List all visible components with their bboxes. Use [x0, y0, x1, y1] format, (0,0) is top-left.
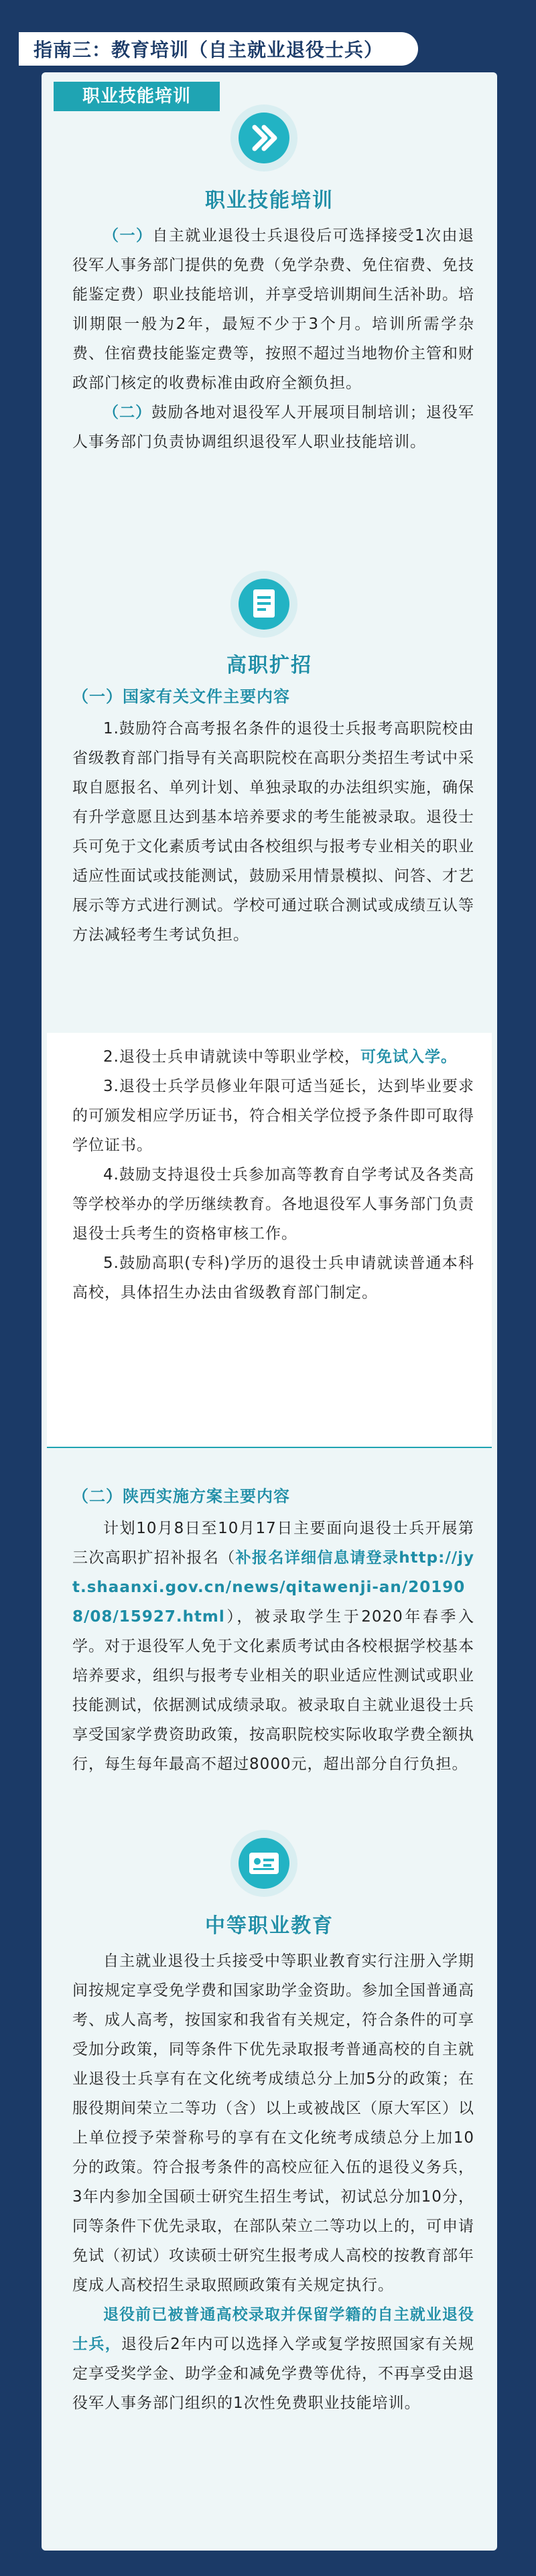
expansion-item1	[72, 714, 474, 950]
shaanxi-text	[72, 1514, 474, 1779]
id-card-icon	[226, 1826, 302, 1901]
secondary-p2-highlight: 退役前已被普通高校录取并保留学籍的自主就业退役士兵，	[72, 2306, 474, 2353]
expansion-title: 高职扩招	[226, 654, 312, 677]
secondary-title: 中等职业教育	[205, 1914, 334, 1938]
section-tag: 职业技能培训	[54, 82, 220, 111]
expansion-items	[72, 1042, 474, 1307]
shaanxi-text-a: 计划10月8日至10月17日主要面向退役士兵开展第三次高职扩招补报名（	[72, 1520, 474, 1567]
expansion-sub2: （二）陕西实施方案主要内容	[72, 1487, 290, 1506]
secondary-text	[72, 1946, 474, 2418]
content-card	[42, 72, 497, 2551]
shaanxi-link[interactable]: 补报名详细信息请登录http://jyt.shaanxi.gov.cn/news/qitawenji-an/201908/08/15927.html	[72, 1549, 475, 1626]
secondary-p1: 自主就业退役士兵接受中等职业教育实行注册入学期间按规定享受免学费和国家助学金资助。参加全国普通高考、成人高考，按国家和我省有关规定，符合条件的可享受加分政策，同等条件下优先录取报考普通高校的自主就业退役士兵享有在文化统考成绩总分上加5分的政策；在服役期间荣立二等功（含）以上或被战区（原大军区）以上单位授予荣誉称号的享有在文化统考成绩总分上加10分的政策。符合报考条件的高校应征入伍的退役义务兵，3年内参加全国硕士研究生招生考试，初试总分加10分，同等条件下优先录取，在部队荣立二等功以上的，可申请免试（初试）攻读硕士研究生报考成人高校的按教育部年度成人高校招生录取照顾政策有关规定执行。	[72, 1952, 474, 2294]
vocational-p2-text: 鼓励各地对退役军人开展项目制培训；退役军人事务部门负责协调组织退役军人职业技能培训。	[72, 404, 475, 451]
vocational-text	[72, 221, 474, 457]
document-icon	[226, 567, 302, 642]
expansion-item2-a: 2.退役士兵申请就读中等职业学校，	[103, 1048, 360, 1066]
guide-header	[19, 32, 418, 66]
vocational-p1-label: （一）	[103, 227, 153, 244]
vocational-p1-text: 自主就业退役士兵退役后可选择接受1次由退役军人事务部门提供的免费（免学杂费、免住宿费、免技能鉴定费）职业技能培训，并享受培训期间生活补助。培训期限一般为2年，最短不少于3个月。培训所需学杂费、住宿费技能鉴定费等，按照不超过当地物价主管和财政部门核定的收费标准由政府全额负担。	[72, 227, 475, 392]
section-divider	[47, 1447, 492, 1448]
expansion-items-panel	[47, 1033, 492, 1447]
vocational-title: 职业技能培训	[205, 189, 334, 212]
guide-title: 指南三：教育培训（自主就业退役士兵）	[34, 39, 384, 61]
expansion-item4: 4.鼓励支持退役士兵参加高等教育自学考试及各类高等学校举办的学历继续教育。各地退役军人事务部门负责退役士兵考生的资格审核工作。	[72, 1166, 474, 1242]
expansion-item5: 5.鼓励高职(专科)学历的退役士兵申请就读普通本科高校，具体招生办法由省级教育部门制定。	[72, 1255, 474, 1301]
expansion-item2-b: 可免试入学。	[360, 1048, 457, 1066]
secondary-p2-text: 退役后2年内可以选择入学或复学按照国家有关规定享受奖学金、助学金和减免学费等优待，不再享受由退役军人事务部门组织的1次性免费职业技能培训。	[72, 2336, 474, 2412]
expansion-item3: 3.退役士兵学员修业年限可适当延长，达到毕业要求的可颁发相应学历证书，符合相关学位授予条件即可取得学位证书。	[72, 1078, 474, 1154]
expansion-sub1: （一）国家有关文件主要内容	[72, 687, 290, 706]
shaanxi-text-b: ），被录取学生于2020年春季入学。对于退役军人免于文化素质考试由各校根据学校基本培养要求，组织与报考专业相关的职业适应性测试或职业技能测试，依据测试成绩录取。被录取自主就业退役士兵享受国家学费资助政策，按高职院校实际收取学费全额执行，每生每年最高不超过8000元，超出部分自行负担。	[72, 1608, 474, 1773]
expansion-item1-text: 1.鼓励符合高考报名条件的退役士兵报考高职院校由省级教育部门指导有关高职院校在高职分类招生考试中采取自愿报名、单列计划、单独录取的办法组织实施，确保有升学意愿且达到基本培养要求的考生能被录取。退役士兵可免于文化素质考试由各校组织与报考专业相关的职业适应性面试或技能测试，鼓励采用情景模拟、问答、才艺展示等方式进行测试。学校可通过联合测试或成绩互认等方法减轻考生考试负担。	[72, 720, 474, 944]
vocational-p2-label: （二）	[103, 404, 152, 421]
double-chevron-icon	[226, 100, 302, 175]
